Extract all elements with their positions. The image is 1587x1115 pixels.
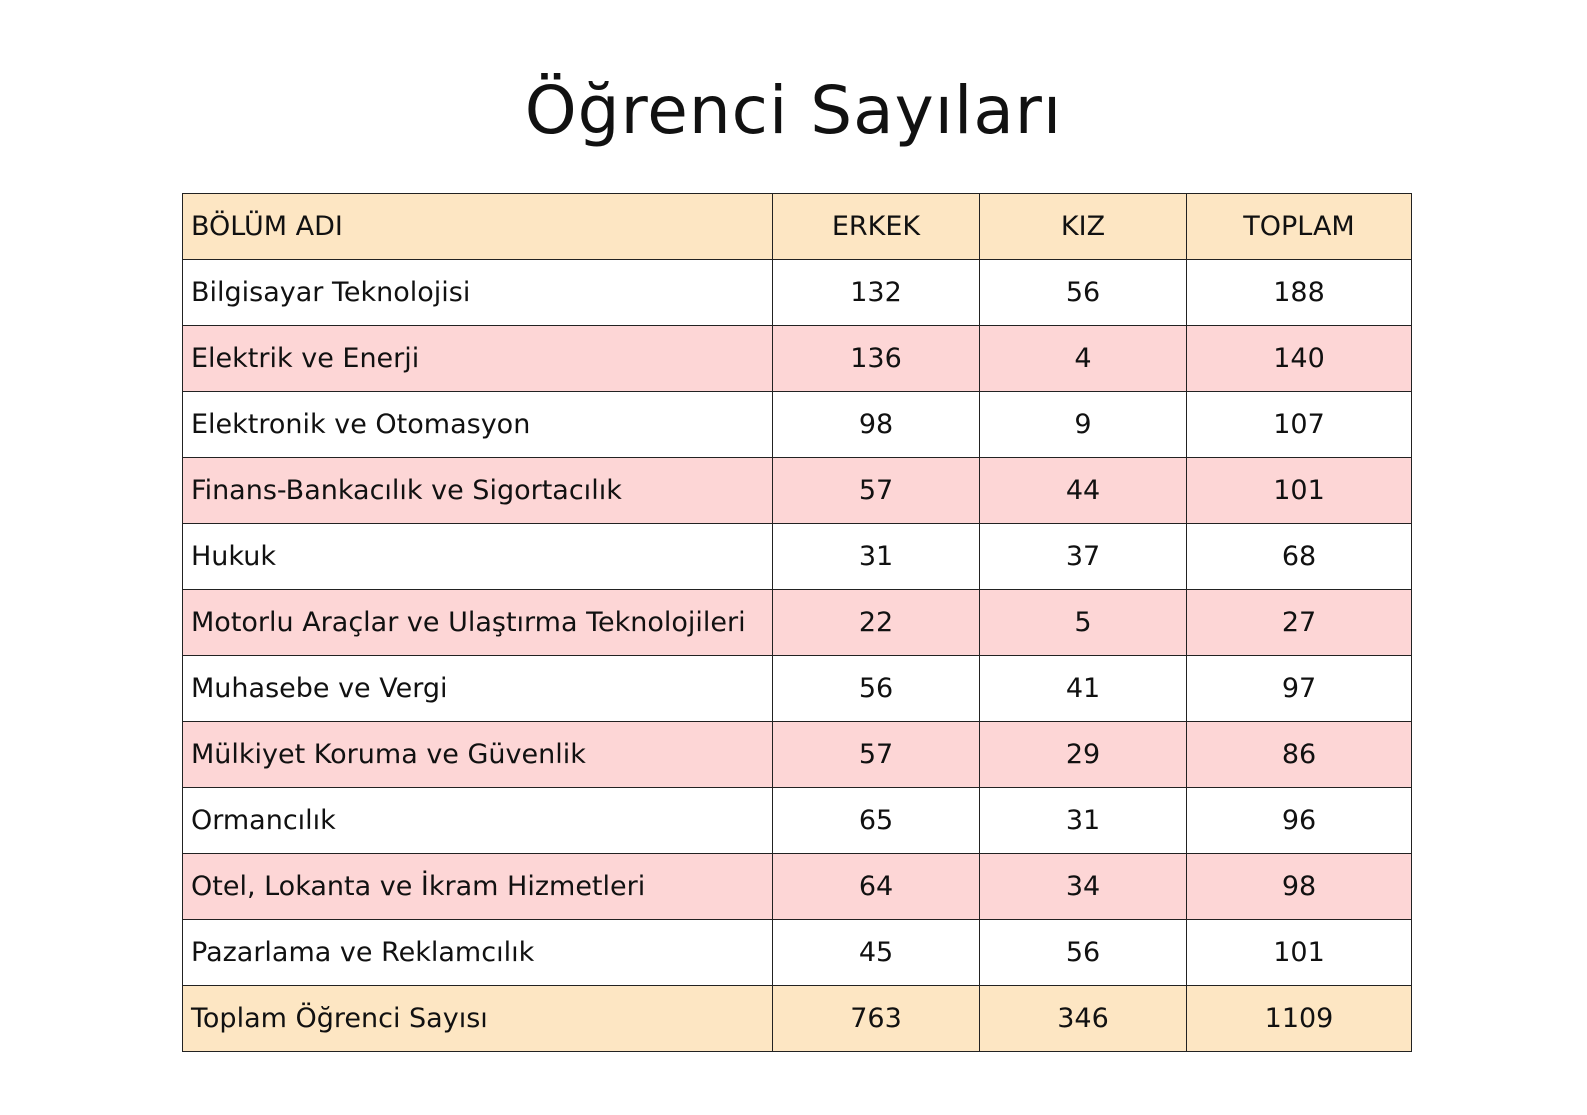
department-name: Hukuk	[183, 524, 773, 590]
male-count: 65	[773, 788, 980, 854]
total-count: 140	[1187, 326, 1412, 392]
total-female: 346	[980, 986, 1187, 1052]
total-count: 68	[1187, 524, 1412, 590]
table-row	[183, 920, 1412, 986]
student-count-table	[182, 193, 1412, 1052]
male-count: 45	[773, 920, 980, 986]
total-male: 763	[773, 986, 980, 1052]
department-name: Elektrik ve Enerji	[183, 326, 773, 392]
grand-total: 1109	[1187, 986, 1412, 1052]
total-count: 101	[1187, 920, 1412, 986]
total-label: Toplam Öğrenci Sayısı	[183, 986, 773, 1052]
female-count: 5	[980, 590, 1187, 656]
total-count: 107	[1187, 392, 1412, 458]
table-row	[183, 656, 1412, 722]
female-count: 9	[980, 392, 1187, 458]
table-row	[183, 788, 1412, 854]
total-count: 97	[1187, 656, 1412, 722]
department-name: Elektronik ve Otomasyon	[183, 392, 773, 458]
table-row	[183, 524, 1412, 590]
department-name: Muhasebe ve Vergi	[183, 656, 773, 722]
table-row	[183, 854, 1412, 920]
female-count: 56	[980, 260, 1187, 326]
female-count: 56	[980, 920, 1187, 986]
total-count: 96	[1187, 788, 1412, 854]
male-count: 64	[773, 854, 980, 920]
female-count: 29	[980, 722, 1187, 788]
table-row	[183, 722, 1412, 788]
total-count: 27	[1187, 590, 1412, 656]
department-name: Bilgisayar Teknolojisi	[183, 260, 773, 326]
header-total: TOPLAM	[1187, 194, 1412, 260]
department-name: Finans-Bankacılık ve Sigortacılık	[183, 458, 773, 524]
total-count: 86	[1187, 722, 1412, 788]
female-count: 41	[980, 656, 1187, 722]
department-name: Ormancılık	[183, 788, 773, 854]
female-count: 44	[980, 458, 1187, 524]
department-name: Mülkiyet Koruma ve Güvenlik	[183, 722, 773, 788]
total-count: 98	[1187, 854, 1412, 920]
female-count: 4	[980, 326, 1187, 392]
total-count: 188	[1187, 260, 1412, 326]
department-name: Otel, Lokanta ve İkram Hizmetleri	[183, 854, 773, 920]
male-count: 56	[773, 656, 980, 722]
table-row	[183, 458, 1412, 524]
male-count: 57	[773, 722, 980, 788]
male-count: 132	[773, 260, 980, 326]
header-female: KIZ	[980, 194, 1187, 260]
table-row	[183, 590, 1412, 656]
male-count: 98	[773, 392, 980, 458]
male-count: 31	[773, 524, 980, 590]
header-male: ERKEK	[773, 194, 980, 260]
table-row	[183, 326, 1412, 392]
table-row	[183, 260, 1412, 326]
page-title: Öğrenci Sayıları	[524, 72, 1063, 149]
table-row	[183, 392, 1412, 458]
male-count: 136	[773, 326, 980, 392]
total-count: 101	[1187, 458, 1412, 524]
female-count: 34	[980, 854, 1187, 920]
female-count: 31	[980, 788, 1187, 854]
department-name: Pazarlama ve Reklamcılık	[183, 920, 773, 986]
table-total-row	[183, 986, 1412, 1052]
table-header-row	[183, 194, 1412, 260]
header-department: BÖLÜM ADI	[183, 194, 773, 260]
male-count: 57	[773, 458, 980, 524]
male-count: 22	[773, 590, 980, 656]
female-count: 37	[980, 524, 1187, 590]
department-name: Motorlu Araçlar ve Ulaştırma Teknolojileri	[183, 590, 773, 656]
